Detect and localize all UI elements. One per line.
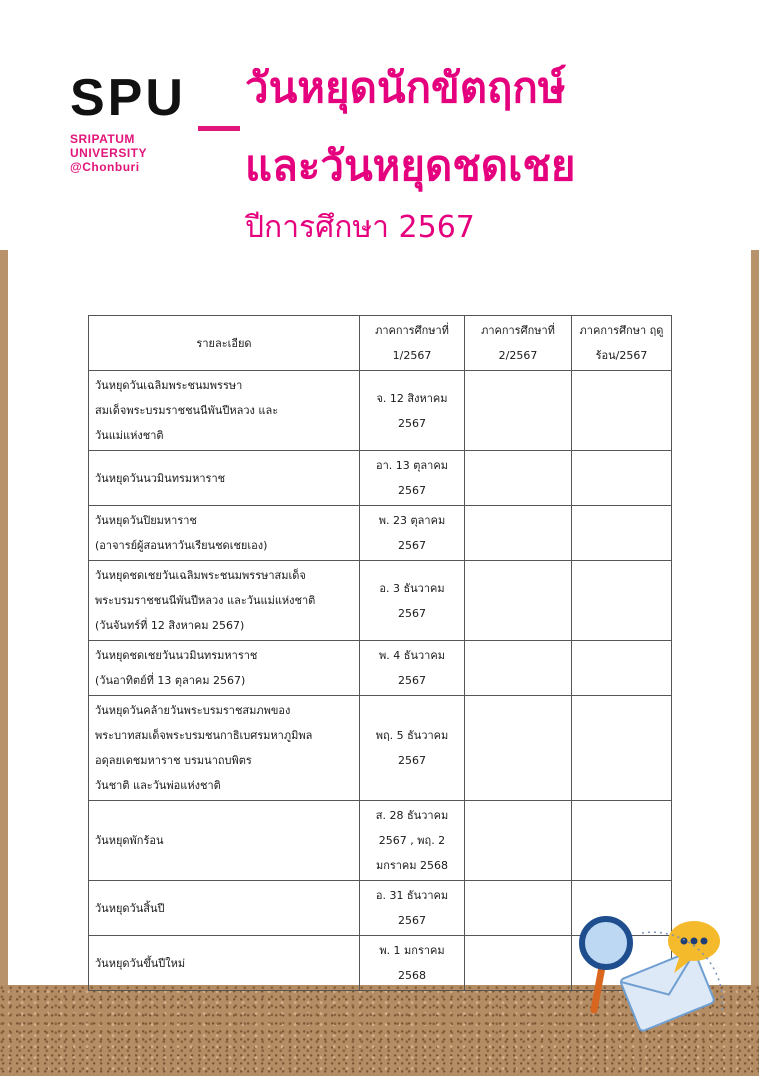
cell-semester-1 (360, 801, 465, 881)
cell-detail-line: พระบรมราชชนนีพันปีหลวง และวันแม่แห่งชาติ (95, 594, 316, 607)
cell-detail (89, 451, 360, 506)
decoration-illustration (572, 915, 732, 1055)
cell-detail-line: วันหยุดพักร้อน (95, 834, 164, 847)
header-summer: ภาคการศึกษา ฤดูร้อน/2567 (572, 316, 672, 371)
cell-semester-1-line: ส. 28 ธันวาคม (375, 809, 449, 822)
cell-detail-line: วันแม่แห่งชาติ (95, 429, 164, 442)
logo-subtitle (70, 132, 186, 174)
page-title-line-1: วันหยุดนักขัตฤกษ์ (245, 63, 566, 112)
cell-semester-1-line: มกราคม 2568 (375, 859, 449, 872)
logo-line-2: UNIVERSITY (70, 146, 148, 160)
cell-summer (572, 641, 672, 696)
envelope-icon (620, 950, 715, 1032)
cork-border-left (0, 250, 8, 1076)
cell-detail-line: วันหยุดชดเชยวันเฉลิมพระชนมพรรษาสมเด็จ (95, 569, 306, 582)
cell-detail-line: วันหยุดชดเชยวันนวมินทรมหาราช (95, 649, 258, 662)
cell-semester-1-line: พ. 4 ธันวาคม (379, 649, 445, 662)
cell-semester-1-line: 2567 , พฤ. 2 (378, 834, 446, 847)
cell-detail-line: วันหยุดวันขึ้นปีใหม่ (95, 956, 186, 970)
cell-semester-1 (360, 371, 465, 451)
magnifier-icon (582, 919, 630, 1010)
cell-semester-1-line: 2567 (398, 484, 426, 497)
cell-detail-line: วันหยุดวันปิยมหาราช (95, 514, 197, 527)
cell-semester-1-line: พ. 23 ตุลาคม (378, 514, 446, 527)
table-row (89, 801, 672, 881)
cell-semester-2 (465, 801, 572, 881)
cell-detail (89, 881, 360, 936)
cell-semester-2 (465, 881, 572, 936)
cell-semester-2 (465, 561, 572, 641)
cell-semester-2 (465, 696, 572, 801)
table-body (89, 371, 672, 991)
cell-semester-1-line: จ. 12 สิงหาคม (376, 391, 448, 405)
cell-semester-1 (360, 936, 465, 991)
cell-semester-1-line: พ. 1 มกราคม (379, 944, 445, 957)
table-row (89, 561, 672, 641)
cell-detail-line: วันหยุดวันสิ้นปี (95, 901, 165, 915)
header-detail: รายละเอียด (89, 316, 360, 371)
cell-semester-1-line: พฤ. 5 ธันวาคม (375, 729, 449, 742)
cell-semester-1-line: อ. 3 ธันวาคม (379, 581, 445, 595)
cell-detail (89, 696, 360, 801)
cell-detail-line: พระบาทสมเด็จพระบรมชนกาธิเบศรมหาภูมิพล (95, 729, 313, 742)
cell-summer (572, 801, 672, 881)
cell-detail-line: (วันอาทิตย์ที่ 13 ตุลาคม 2567) (95, 674, 246, 687)
cell-detail-line: วันหยุดวันนวมินทรมหาราช (95, 471, 226, 485)
cell-semester-1-line: 2567 (398, 606, 426, 620)
page-title-line-2: และวันหยุดชดเชย (245, 141, 576, 190)
cell-semester-1-line: 2567 (398, 914, 426, 927)
table-row (89, 641, 672, 696)
cell-detail (89, 561, 360, 641)
cell-semester-1-line: อ. 31 ธันวาคม (375, 889, 449, 902)
cell-semester-1-line: 2567 (398, 754, 426, 767)
logo-underline (198, 126, 240, 131)
cell-semester-1 (360, 451, 465, 506)
cell-semester-1-line: อา. 13 ตุลาคม (376, 459, 448, 472)
cell-semester-1 (360, 696, 465, 801)
cell-summer (572, 561, 672, 641)
cell-detail (89, 506, 360, 561)
cork-border-right (751, 250, 759, 1076)
table-header-row (89, 316, 672, 371)
logo-wordmark: SPU (70, 69, 186, 127)
table-row (89, 506, 672, 561)
cell-detail (89, 801, 360, 881)
table-row (89, 451, 672, 506)
cell-semester-2 (465, 641, 572, 696)
cell-summer (572, 371, 672, 451)
holiday-table (88, 315, 672, 991)
cell-detail-line: อดุลยเดชมหาราช บรมนาถบพิตร (95, 754, 252, 767)
spu-logo (70, 69, 186, 174)
page-subtitle: ปีการศึกษา 2567 (245, 210, 475, 245)
header-semester-2: ภาคการศึกษาที่ 2/2567 (465, 316, 572, 371)
cell-summer (572, 506, 672, 561)
logo-line-3: @Chonburi (70, 160, 140, 174)
cell-detail (89, 371, 360, 451)
cell-summer (572, 696, 672, 801)
cell-detail-line: สมเด็จพระบรมราชชนนีพันปีหลวง และ (95, 404, 279, 417)
logo-line-1: SRIPATUM (70, 132, 135, 146)
table-row (89, 371, 672, 451)
cell-semester-2 (465, 936, 572, 991)
cell-semester-1 (360, 641, 465, 696)
cell-semester-2 (465, 451, 572, 506)
cell-detail-line: วันชาติ และวันพ่อแห่งชาติ (95, 779, 221, 792)
cell-semester-1-line: 2567 (398, 674, 426, 687)
cell-detail-line: วันหยุดวันเฉลิมพระชนมพรรษา (95, 379, 243, 392)
cell-detail-line: (อาจารย์ผู้สอนหาวันเรียนชดเชยเอง) (95, 539, 268, 552)
cell-semester-1-line: 2568 (398, 969, 426, 982)
cell-detail-line: (วันจันทร์ที่ 12 สิงหาคม 2567) (95, 619, 245, 632)
cell-semester-1 (360, 881, 465, 936)
table-row (89, 696, 672, 801)
cell-summer (572, 451, 672, 506)
cell-detail (89, 641, 360, 696)
cell-semester-1 (360, 561, 465, 641)
cell-detail (89, 936, 360, 991)
cell-semester-2 (465, 371, 572, 451)
cell-semester-1 (360, 506, 465, 561)
cell-detail-line: วันหยุดวันคล้ายวันพระบรมราชสมภพของ (95, 704, 291, 717)
header-semester-1: ภาคการศึกษาที่ 1/2567 (360, 316, 465, 371)
cell-semester-1-line: 2567 (398, 416, 426, 430)
cell-semester-1-line: 2567 (398, 539, 426, 552)
cell-semester-2 (465, 506, 572, 561)
